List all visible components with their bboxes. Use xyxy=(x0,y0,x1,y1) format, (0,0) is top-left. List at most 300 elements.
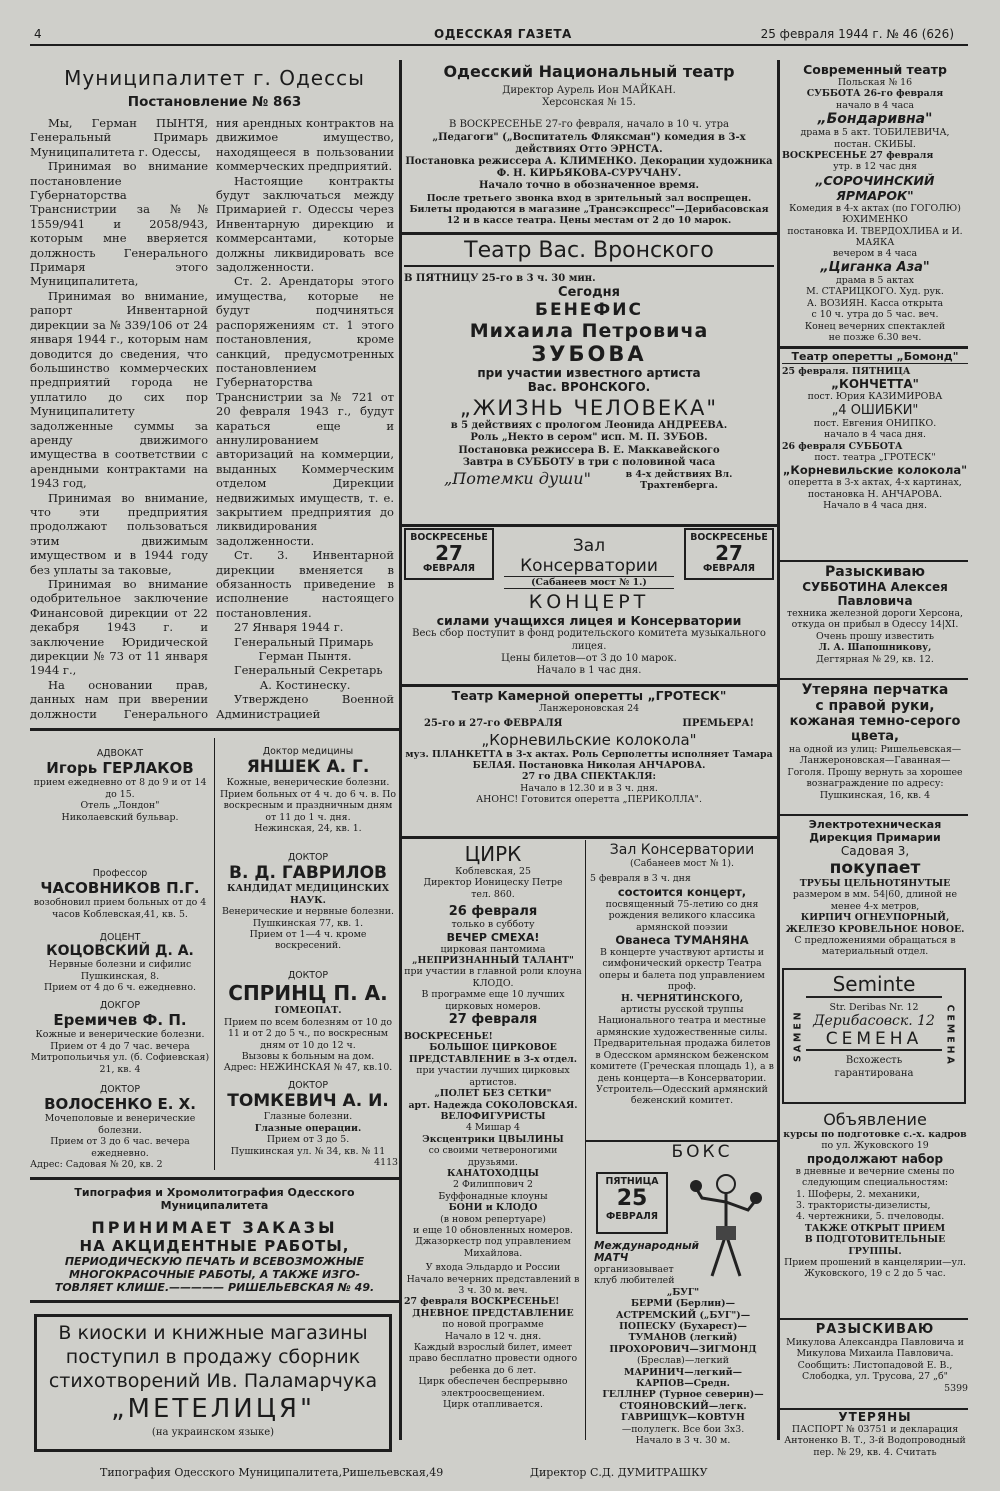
ad-text: Отель „Лондон" xyxy=(80,800,160,812)
ad-name: КОЦОВСКИЙ Д. А. xyxy=(46,943,194,960)
ad-text: СУББОТА 26-го февраля xyxy=(806,88,944,100)
decree-subtitle: Постановление № 863 xyxy=(127,94,302,110)
section-rule xyxy=(30,1177,399,1180)
ad-role: ДОКТОР xyxy=(287,852,329,863)
show-title: „Корневильские колокола" xyxy=(481,730,697,749)
ad-eremichev xyxy=(30,1000,210,1080)
ad-title: Объявление xyxy=(823,1110,927,1129)
ad-text: Прием от 1—4 ч. кроме воскресений. xyxy=(249,929,367,952)
footer-printer: Типография Одесского Муниципалитета,Ришельевская,49 xyxy=(100,1466,444,1479)
ad-headline: продолжают набор xyxy=(806,1151,944,1166)
ad-text: В ВОСКРЕСЕНЬЕ 27-го февраля, начало в 10 ч. утра xyxy=(449,119,729,131)
show-title: „Циганка Аза" xyxy=(820,259,930,275)
ad-text: В ПЯТНИЦУ 25-го в 3 ч. 30 мин. xyxy=(404,273,596,284)
ad-text: В программе еще 10 лучших цирковых номеров. xyxy=(421,989,565,1012)
section-rule xyxy=(780,346,968,349)
ad-text: ВЕЧЕР СМЕХА! xyxy=(446,930,540,944)
ad-title: Театр Вас. Вронского xyxy=(404,236,774,267)
ad-text: Глазные болезни. xyxy=(263,1111,353,1123)
ad-text: стихотворений Ив. Паламарчука xyxy=(48,1370,378,1392)
show-title: „КОНЧЕТТА" xyxy=(831,377,919,392)
ad-text: поступил в продажу сборник xyxy=(65,1346,361,1368)
ad-text: гарантирована xyxy=(834,1067,914,1079)
masthead-rule xyxy=(30,44,968,46)
ad-text: возобновил прием больных от до 4 часов Коблевская,41, кв. 5. xyxy=(33,897,207,920)
ad-text: МНОГОКРАСОЧНЫЕ РАБОТЫ, А ТАКЖЕ ИЗГО- xyxy=(68,1268,361,1281)
ad-title: Типография и Хромолитография Одесского Муниципалитета xyxy=(74,1186,355,1212)
ad-text: и еще 10 обновленных номеров. xyxy=(413,1224,573,1236)
ad-chasovnikov xyxy=(30,868,210,928)
ad-text: в 5 действиях с прологом Леонида АНДРЕЕВА. xyxy=(450,420,728,432)
ad-bomond-theatre xyxy=(782,350,968,560)
ad-role: Профессор xyxy=(92,868,148,879)
ad-text: постановка И. ТВЕРДОХЛИБА и И. МАЯКА xyxy=(787,225,963,249)
ad-text: Ованеса ТУМАНЯНА xyxy=(615,933,749,948)
ad-text: 27 февраля ВОСКРЕСЕНЬЕ! xyxy=(404,1296,560,1308)
ad-text: СТОЯНОВСКИЙ—легк. xyxy=(619,1400,747,1412)
ad-text: Джазоркестр под управлением Михайлова. xyxy=(415,1236,571,1259)
ad-text: Н. ЧЕРНЯТИНСКОГО, xyxy=(620,992,744,1004)
footer xyxy=(100,1466,940,1484)
ad-role: ДОЦЕНТ xyxy=(99,932,141,943)
date-day: ВОСКРЕСЕНЬЕ xyxy=(690,532,768,543)
ad-text: Прием прошений в канцелярии—ул. Жуковского, 19 с 2 до 5 час. xyxy=(784,1257,966,1280)
ad-vronsky-theatre xyxy=(404,236,774,526)
ad-text: в 4-х действиях Вл. Трахтенберга. xyxy=(625,469,733,492)
ad-text: Устроитель—Одесский армянский беженский комитет. xyxy=(596,1083,768,1107)
ad-text: Цены билетов—от 3 до 10 марок. xyxy=(501,652,677,664)
ad-text: Польская № 16 xyxy=(837,77,913,88)
ad-headline: кожаная темно-серого xyxy=(789,714,961,729)
ad-text: 2 Филиппович 2 xyxy=(453,1179,533,1191)
ad-gavrilov xyxy=(218,852,398,962)
ad-name: СПРИНЦ П. А. xyxy=(228,981,388,1006)
ad-electro-directorate xyxy=(782,818,968,966)
signature-name: А. Костинеску. xyxy=(259,677,351,692)
date-number: 27 xyxy=(715,541,743,566)
ad-text: ГАВРИЩУК—КОВТУН xyxy=(621,1412,745,1424)
ad-headline: покупает xyxy=(829,858,921,878)
ad-text: ДНЕВНОЕ ПРЕДСТАВЛЕНИЕ xyxy=(412,1307,574,1319)
ad-text: Начало в 3 ч. 30 м. xyxy=(635,1435,731,1447)
decree-date: 27 Января 1944 г. xyxy=(234,620,344,635)
ad-text: драма в 5 актах xyxy=(836,274,914,286)
venue: Зал Консерватории xyxy=(520,536,658,576)
ad-text: Роль „Некто в сером" исп. М. П. ЗУБОВ. xyxy=(470,432,708,444)
ad-title: УТЕРЯНЫ xyxy=(838,1410,912,1424)
ad-headline: СЕМЕНА xyxy=(806,1029,942,1051)
ad-role: ДОКТОР xyxy=(287,970,329,981)
ad-text: Постановка режиссера В. Е. Маккавейского xyxy=(458,444,720,456)
ad-name: Игорь ГЕРЛАКОВ xyxy=(46,759,194,778)
ad-text: при участии в главной роли клоуна КЛОДО. xyxy=(404,966,582,989)
ad-text: курсы по подготовке с.-х. кадров xyxy=(783,1129,967,1140)
ad-text: КИРПИЧ ОГНЕУПОРНЫЙ, xyxy=(800,912,950,924)
ad-text: по новой программе xyxy=(442,1319,544,1331)
ad-text: Вызовы к больным на дом. xyxy=(241,1051,375,1063)
book-title: „МЕТЕЛИЦЯ" xyxy=(111,1394,315,1424)
ad-text: Прием от 3 до 6 час. вечера ежедневно. xyxy=(50,1136,190,1159)
ad-text: по ул. Жуковского 19 xyxy=(821,1140,929,1152)
ad-kiosk xyxy=(34,1314,392,1452)
date-month: ФЕВРАЛЯ xyxy=(703,563,755,575)
side-label: SAMEN xyxy=(792,1009,804,1062)
ad-text: Ланжероновская 24 xyxy=(538,703,640,714)
ad-text: Всхожесть xyxy=(845,1055,903,1067)
ad-text: После третьего звонка вход в зрительный зал воспрещен. Билеты продаются в магазине „Трансэкспресс"—Дерибасовская 12 и в кассе театра. Цены местам от 2 до 10 марок. xyxy=(409,192,769,227)
ad-text: „Педагоги" („Воспитатель Фляксман") комедия в 3-х действиях Отто ЭРНСТА. xyxy=(432,131,746,155)
ad-text: со своими четвероногими друзьями. xyxy=(428,1145,558,1168)
ad-text: ВОСКРЕСЕНЬЕ 27 февраля xyxy=(782,150,934,162)
section-rule xyxy=(780,560,968,562)
paper-name: ОДЕССКАЯ ГАЗЕТА xyxy=(434,27,572,41)
ad-text: Конец вечерних спектаклей xyxy=(804,320,946,332)
ad-text: только в субботу xyxy=(451,919,535,931)
ad-text: (Сабанеев мост № 1). xyxy=(629,858,735,869)
ad-text: ЗУБОВА xyxy=(531,342,647,367)
ad-seminte xyxy=(782,968,966,1104)
ad-text: пост. театра „ГРОТЕСК" xyxy=(814,452,936,464)
paragraph: Принимая во внимание, рапорт Инвентарной дирекции за № 339/106 от 24 января 1944 г., которым нам доводится до сведения, что большинство коммерческих предприятий города не уплатило до сих пор Муниципалитету задолженные суммы за аренду движимого имущества в соответствии с арендными контрактами на 1943 год, xyxy=(30,288,208,491)
ad-yanshek xyxy=(218,746,398,846)
ad-text: 5 февраля в 3 ч. дня xyxy=(590,873,691,885)
ad-name: ЯНШЕК А. Г. xyxy=(246,757,370,778)
ad-text: Прием от 4 до 6 ч. ежедневно. xyxy=(44,982,196,994)
ad-text: начало в 4 часа дня. xyxy=(824,429,926,441)
ad-text: с 10 ч. утра до 5 час. веч. xyxy=(811,309,939,321)
ad-text: Начало в 4 часа дня. xyxy=(823,500,927,512)
ad-national-theatre xyxy=(404,62,774,230)
ad-text: 27 го ДВА СПЕКТАКЛЯ: xyxy=(522,771,656,783)
ad-text: 4 Мишар 4 xyxy=(465,1122,521,1134)
section-rule xyxy=(30,1300,399,1303)
paragraph: ния арендных контрактов на движимое имущество, находящееся в пользовании коммерческих предприятий. xyxy=(216,116,394,174)
ad-text: КАНАТОХОДЦЫ xyxy=(447,1167,539,1179)
paragraph: Настоящие контракты будут заключаться между Примарией г. Одессы через Инвентарную дирекцию и коммерсантами, которые должны ликвидировать все задолженности. xyxy=(216,173,394,275)
ad-text: 25 февраля. ПЯТНИЦА xyxy=(782,366,911,377)
ad-text: В киоски и книжные магазины xyxy=(58,1322,368,1344)
ad-text: Глазные операции. xyxy=(254,1122,362,1134)
ad-text: 25-го и 27-го ФЕВРАЛЯ xyxy=(424,718,563,730)
ad-headline: НА АКЦИДЕНТНЫЕ РАБОТЫ, xyxy=(79,1237,350,1255)
ad-text: Михаила Петровича xyxy=(469,320,709,343)
ad-text: муз. ПЛАНКЕТТА в 3-х актах. Роль Серполетты исполняет Тамара БЕЛАЯ. Постановка Николая АНЧАРОВА. xyxy=(405,748,773,772)
ad-text: вечером в 4 часа xyxy=(832,248,918,260)
ad-text: Str. Deribas Nr. 12 xyxy=(829,1002,919,1013)
ad-title: Театр оперетты „Бомонд" xyxy=(782,350,968,364)
date-month: ФЕВРАЛЯ xyxy=(606,1211,658,1223)
ad-text: ГЕЛЛНЕР (Турное северин)— xyxy=(602,1389,764,1401)
ad-tumanyan-concert xyxy=(590,842,774,1138)
ad-role: ДОКТОР xyxy=(99,1084,141,1095)
ad-text: Завтра в СУББОТУ в три с половиной часа xyxy=(462,456,716,468)
footer-director: Директор С.Д. ДУМИТРАШКУ xyxy=(530,1466,708,1479)
paragraph: Принимая во внимание постановление Губернаторства Транснистрии за №№ 1559/941 и 2058/943, которым мне вверяется должность Генерального Примаря этого Муниципалитета, xyxy=(30,159,208,289)
ad-text: БОНИ и КЛОДО xyxy=(448,1202,538,1214)
ad-sprints xyxy=(218,970,398,1078)
ad-modern-theatre xyxy=(782,62,968,344)
ad-text: „БУГ" xyxy=(666,1286,700,1298)
ad-text: КАРПОВ—Средн. xyxy=(636,1378,730,1390)
ad-text: Начало точно в обозначенное время. xyxy=(479,180,699,192)
show-title: „СОРОЧИНСКИЙ ЯРМАРОК" xyxy=(815,172,935,203)
date-number: 25 xyxy=(616,1186,648,1212)
ad-text: Кожные и венерические болезни. Прием от 4 до 7 час. вечера Митропольичья ул. (б. Софиевская) 21, кв. 4 xyxy=(30,1029,210,1075)
ad-text: Начало в 12.30 и в 3 ч. дня. xyxy=(520,782,658,794)
column-rule xyxy=(399,60,402,1440)
ad-text: Нервные болезни и сифилис xyxy=(48,959,192,971)
ad-text: Вас. ВРОНСКОГО. xyxy=(527,380,651,395)
signature-title: Генеральный Секретарь xyxy=(234,663,383,678)
ad-circus xyxy=(404,842,582,1452)
ad-text: состоится концерт, xyxy=(617,884,747,899)
ad-text: 26 февраля СУББОТА xyxy=(782,440,903,452)
ad-text: 1. Шоферы, 2. механики, xyxy=(796,1188,920,1200)
ad-text: Адрес: НЕЖИНСКАЯ № 47, кв.10. xyxy=(223,1062,393,1074)
ad-role: ДОКГОР xyxy=(99,1000,141,1011)
ad-text: Международный МАТЧ xyxy=(594,1240,699,1264)
ad-text: ПРОХОРОВИЧ—ЗИГМОНД xyxy=(609,1343,757,1355)
paragraph: Утверждено Военной Администрацией xyxy=(216,692,394,721)
ad-name: ТОМКЕВИЧ А. И. xyxy=(227,1091,389,1112)
date-day: ПЯТНИЦА xyxy=(605,1176,659,1187)
ad-search-mikulov xyxy=(782,1322,968,1408)
ad-text: цирковая пантомима xyxy=(440,943,546,955)
date-month: ФЕВРАЛЯ xyxy=(423,563,475,575)
ad-text: А. ВОЗИЯН. Касса открыта xyxy=(806,297,944,309)
ad-text: ПЕРИОДИЧЕСКУЮ ПЕЧАТЬ И ВСЕВОЗМОЖНЫЕ xyxy=(64,1255,365,1268)
ad-title: Разыскиваю xyxy=(824,564,926,580)
ad-text: Мочеполовые и венерические болезни. xyxy=(44,1113,196,1136)
date-box xyxy=(684,528,774,580)
ad-headline: с правой руки, xyxy=(815,698,935,714)
ad-text: Директор Аурель Ион МАЙКАН. xyxy=(502,85,676,96)
ad-text: АСТРЕМСКИЙ („БУГ")— xyxy=(615,1309,751,1321)
ad-text: (в новом репертуаре) xyxy=(440,1213,546,1225)
ad-text: ТОВЛЯЕТ КЛИШЕ.————— РИШЕЛЬЕВСКАЯ № 49. xyxy=(54,1281,375,1294)
ad-text: артисты русской труппы Национального театра и местные армянские художественные силы. xyxy=(596,1004,768,1038)
ad-text: Дегтярная № 29, кв. 12. xyxy=(816,653,934,665)
ad-text: силами учащихся лицея и Консерватории xyxy=(436,613,742,629)
ad-text: Нежинская, 24, кв. 1. xyxy=(254,823,362,835)
ad-text: —полулегк. Все бои 3х3. xyxy=(621,1423,745,1435)
decree-col-1 xyxy=(30,116,208,722)
ad-text: ВЕЛОФИГУРИСТЫ xyxy=(440,1110,546,1122)
ad-lost-glove xyxy=(782,682,968,812)
ad-text: Цирк обеспечен беспрерывно электроосвещением. xyxy=(418,1376,568,1399)
ad-text: КАНДИДАТ МЕДИЦИНСКИХ НАУК. xyxy=(226,883,390,906)
ad-printshop xyxy=(30,1186,399,1296)
ad-text: С предложениями обращаться в материальный отдел. xyxy=(794,935,956,958)
ad-text: арт. Надежда СОКОЛОВСКАЯ. xyxy=(408,1099,578,1111)
ad-text: Прием от 3 до 5. xyxy=(266,1134,350,1146)
show-title: „Бондаривна" xyxy=(817,111,933,128)
ad-text: Венерические и нервные болезни. xyxy=(221,906,395,918)
ad-number: 5399 xyxy=(944,1382,968,1394)
ad-text: прием ежедневно от 8 до 9 и от 14 до 15. xyxy=(33,777,207,800)
ad-text: Садовая 3, xyxy=(840,844,910,858)
ad-headline: КОНЦЕРТ xyxy=(528,591,650,614)
ad-text: „НЕПРИЗНАННЫЙ ТАЛАНТ" xyxy=(412,955,574,967)
section-rule xyxy=(780,814,968,816)
ad-text: Весь сбор поступит в фонд родительского комитета музыкального лицея. xyxy=(412,628,766,652)
ad-text: Начало в 1 час дня. xyxy=(536,665,642,677)
ad-text: АНОНС! Готовится оперетта „ПЕРИКОЛЛА". xyxy=(476,794,702,806)
ad-text: МАРИНИЧ—легкий— xyxy=(624,1366,742,1378)
date-box xyxy=(596,1172,668,1234)
ad-courses xyxy=(782,1110,968,1316)
section-rule xyxy=(402,684,777,687)
date-box xyxy=(404,528,494,580)
ad-text: ТАКЖЕ ОТКРЫТ ПРИЕМ xyxy=(804,1222,946,1234)
ad-text: Адрес: Садовая № 20, кв. 2 xyxy=(30,1159,163,1170)
ad-text: тел. 860. xyxy=(471,888,515,900)
ad-text: ТРУБЫ ЦЕЛЬНОТЯНУТЫЕ xyxy=(799,878,951,889)
ad-text: 4. чертежники, 5. пчеловоды. xyxy=(796,1211,945,1223)
ad-text: ВОСКРЕСЕНЬЕ! xyxy=(404,1031,493,1043)
ad-text: Херсонская № 15. xyxy=(542,97,636,109)
ad-lawyer xyxy=(30,748,210,828)
ad-text: Цирк отапливается. xyxy=(443,1399,543,1411)
ad-text: при участии известного артиста xyxy=(477,366,701,381)
ad-text: ТУМАНОВ (легкий) xyxy=(628,1332,738,1344)
ad-name: Еремичев Ф. П. xyxy=(53,1011,187,1030)
show-title: „4 ОШИБКИ" xyxy=(831,402,919,418)
ad-text: БОЛЬШОЕ ЦИРКОВОЕ ПРЕДСТАВЛЕНИЕ в 3-х отдел. xyxy=(408,1042,578,1065)
show-title: „Корневильские колокола" xyxy=(782,463,968,478)
column-rule xyxy=(777,60,780,1440)
ad-text: Сегодня xyxy=(558,285,620,301)
paragraph: Принимая во внимание одобрительное заключение Финансовой дирекции от 22 декабря 1943 г. и заключение Юридической дирекции № 73 от 11 января 1944 г., xyxy=(30,577,208,678)
ad-role: Доктор медицины xyxy=(262,746,354,757)
ad-text: Постановка режиссера А. КЛИМЕНКО. Декорации художника Ф. Н. КИРЬЯКОВА-СУРУЧАНУ. xyxy=(405,156,773,180)
ad-title: РАЗЫСКИВАЮ xyxy=(815,1322,935,1337)
show-title: „Потемки души" xyxy=(444,469,591,489)
ad-volosenko xyxy=(30,1084,210,1170)
bout-list xyxy=(594,1240,772,1447)
ad-conservatory-concert xyxy=(404,528,774,684)
ad-text: пост. Евгения ОНИПКО. xyxy=(813,417,937,429)
ad-text: Начало в 12 ч. дня. xyxy=(444,1330,542,1342)
paragraph: Ст. 2. Арендаторы этого имущества, которые не будут подчиняться распоряжениям ст. 1 этого постановления, кроме санкций, предусмотренных постановлением Губернаторства Транснистрии за № 721 от 20 февраля 1943 г., будут караться еще и аннулированием авторизаций на коммерции, выданных Коммерческим отделом Дирекции недвижимых имуществ, т. е. закрытием предприятия до ликвидирования задолженности. xyxy=(216,274,394,548)
ad-text: оперетта в 3-х актах, 4-х картинах, постановка Н. АНЧАРОВА. xyxy=(788,477,962,500)
signature-name: Герман Пынтя. xyxy=(258,649,352,664)
paragraph: На основании прав, данных нам при вверении должности Генерального xyxy=(30,677,208,721)
ad-name: В. Д. ГАВРИЛОВ xyxy=(228,863,387,884)
ad-text: „ПОЛЕТ БЕЗ СЕТКИ" xyxy=(434,1088,552,1100)
ad-text: организовывает клуб любителей xyxy=(594,1264,675,1287)
ad-text: Директор Ионицеску Петре xyxy=(423,877,563,889)
issue-date: 25 февраля 1944 г. № 46 (626) xyxy=(760,27,954,41)
ad-title: БОКС xyxy=(671,1142,733,1162)
ad-text: (на украинском языке) xyxy=(151,1427,275,1438)
ad-text: Пушкинская 77, кв. 1. xyxy=(252,917,364,929)
paragraph: Ст. 3. Инвентарной дирекции вменяется в обязанность приведение в исполнение настоящего постановления. xyxy=(216,548,394,620)
ad-title: Seminte xyxy=(806,972,942,998)
ad-name: ВОЛОСЕНКО Е. Х. xyxy=(44,1095,196,1114)
paragraph: Мы, Герман ПЫНТЯ, Генеральный Примарь Муниципалитета г. Одессы, xyxy=(30,116,208,159)
ad-date: 26 февраля xyxy=(448,904,538,920)
ad-text: Л. А. Шапошникову, xyxy=(818,642,932,654)
ad-text: ПРЕМЬЕРА! xyxy=(682,718,754,730)
section-rule xyxy=(780,1318,968,1320)
ad-title: Одесский Национальный театр xyxy=(443,62,735,81)
ad-role: АДВОКАТ xyxy=(96,748,144,759)
section-rule xyxy=(402,524,777,527)
paragraph: Принимая во внимание, что эти предприятия продолжают пользоваться этим движимым имуществом и в 1944 году без уплаты за таковые, xyxy=(30,490,208,577)
ad-text: Буффонадные клоуны xyxy=(438,1190,548,1202)
ad-boxing xyxy=(590,1142,774,1452)
ad-text: БЕРМИ (Берлин)— xyxy=(631,1298,735,1310)
ad-text: в дневные и вечерние смены по следующим специальностям: xyxy=(795,1165,955,1189)
ad-text: Коблевская, 25 xyxy=(455,866,531,877)
ad-text: посвященный 75-летию со дня рождения великого классика армянской поэзии xyxy=(605,898,759,933)
ad-text: не позже 6.30 веч. xyxy=(828,331,922,343)
decree-col-2 xyxy=(216,116,394,722)
ad-text: (Бреслав)—легкий xyxy=(637,1355,729,1367)
ad-kotsovsky xyxy=(30,932,210,996)
ad-text: Дерибасовск. 12 xyxy=(813,1013,935,1030)
ad-tomkevich xyxy=(218,1080,398,1170)
ad-search-subbotin xyxy=(782,564,968,676)
ad-text: Микулова Александра Павловича и Микулова Михаила Павловича. Сообщить: Листопадовой Е. В., Слободка, ул. Трусова, 27 „б" xyxy=(786,1337,964,1383)
ad-grotesk-theatre xyxy=(404,688,774,824)
ad-text: Николаевский бульвар. xyxy=(61,811,179,823)
ad-text: постан. СКИБЫ. xyxy=(834,138,916,150)
ad-text: размером в мм. 54|60, длиной не менее 4-х метров, xyxy=(792,889,958,912)
ad-headline: Утеряна перчатка xyxy=(801,682,949,698)
ad-text: ЖЕЛЕЗО КРОВЕЛЬНОЕ НОВОЕ. xyxy=(785,923,965,935)
ad-title: ЦИРК xyxy=(464,842,522,866)
ad-text: Каждый взрослый билет, имеет право бесплатно провести одного ребенка до 6 лет. xyxy=(408,1342,578,1376)
ad-role: ДОКТОР xyxy=(287,1080,329,1091)
decree-title: Муниципалитет г. Одессы xyxy=(64,66,365,90)
date-day: ВОСКРЕСЕНЬЕ xyxy=(410,532,488,543)
ad-headline: СУББОТИНА Алексея Павловича xyxy=(802,580,948,608)
section-rule xyxy=(780,678,968,680)
ad-headline: ПРИНИМАЕТ ЗАКАЗЫ xyxy=(91,1218,338,1237)
section-rule xyxy=(30,728,399,731)
decree xyxy=(30,62,399,722)
ad-text: 3. трактористы-дизелисты, xyxy=(796,1200,931,1212)
ad-text: драма в 5 акт. ТОБИЛЕВИЧА, xyxy=(800,127,950,139)
ad-text: Пушкинская ул. № 34, кв. № 11 xyxy=(230,1145,386,1157)
ad-text: Пушкинская, 8. xyxy=(80,970,160,982)
ad-text: при участии лучших цирковых артистов. xyxy=(416,1065,570,1088)
section-rule xyxy=(402,836,777,839)
ad-text: пост. Юрия КАЗИМИРОВА xyxy=(807,391,943,403)
ad-text: ГРУППЫ. xyxy=(848,1245,902,1257)
ad-text: ПАСПОРТ № 03751 и декларация Антоненко В. Т., 3-й Водопроводный пер. № 29, кв. 4. Считать xyxy=(784,1424,966,1458)
ad-text: Эксцентрики ЦВЫЛИНЫ xyxy=(422,1133,564,1145)
ad-text: ГОМЕОПАТ. xyxy=(274,1005,342,1017)
ad-text: БЕНЕФИС xyxy=(535,300,643,321)
ad-number: 4113 xyxy=(374,1157,398,1169)
ad-lost-passport xyxy=(782,1410,968,1458)
ad-title: Театр Камерной оперетты „ГРОТЕСК" xyxy=(451,688,727,703)
ad-text: Прием по всем болезням от 10 до 11 и от 2 до 5 ч., по воскресным дням от 10 до 12 ч. xyxy=(224,1016,392,1051)
ad-text: на одной из улиц: Ришельевская—Ланжероновская—Гаванная—Гоголя. Прошу вернуть за хорошее вознаграждение по адресу: Пушкинская, 16, кв. 4 xyxy=(787,744,963,801)
ad-name: ЧАСОВНИКОВ П.Г. xyxy=(40,879,200,898)
ad-text: ПОПЕСКУ (Бухарест)— xyxy=(619,1321,747,1333)
ad-text: Комедия в 4-х актах (по ГОГОЛЮ) ЮХИМЕНКО xyxy=(789,202,961,226)
venue-address: (Сабанеев мост № 1.) xyxy=(504,576,674,589)
ad-title: Электротехническая Дирекция Примарии xyxy=(808,818,942,844)
date-number: 27 xyxy=(435,541,463,566)
side-label: СЕМЕНА xyxy=(944,1004,956,1067)
ad-text: В ПОДГОТОВИТЕЛЬНЫЕ xyxy=(804,1234,946,1246)
ad-text: техника железной дороги Херсона, откуда он прибыл в Одессу 14|XI. Очень прошу известить xyxy=(787,608,963,642)
